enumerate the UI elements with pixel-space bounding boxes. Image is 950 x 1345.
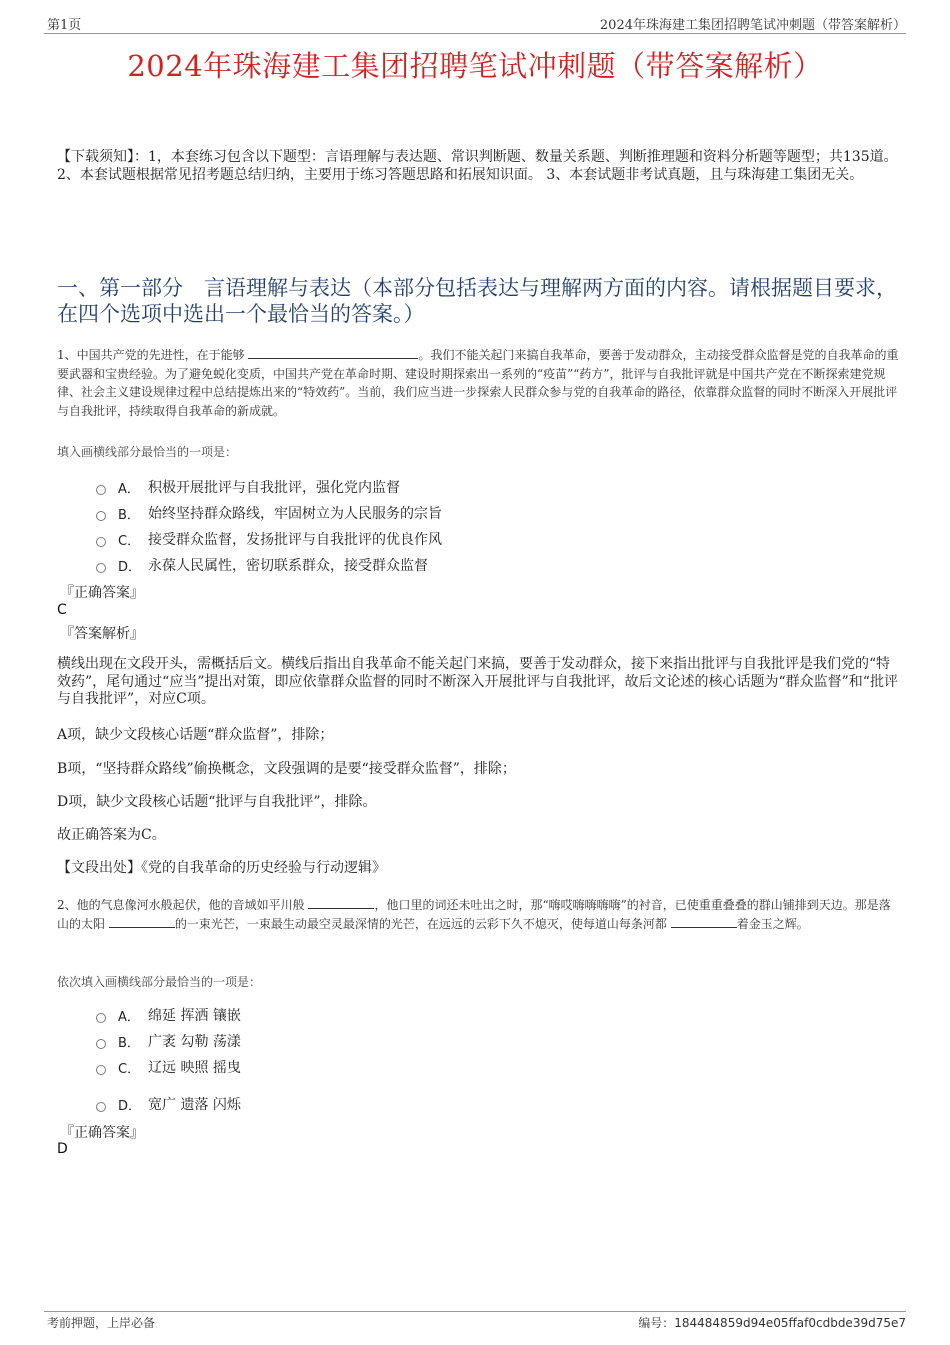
option-text: 永葆人民属性，密切联系群众，接受群众监督 <box>148 558 428 574</box>
question-1-answer: C <box>57 602 67 618</box>
radio-icon[interactable] <box>96 485 106 495</box>
option-text: 绵延 挥洒 镶嵌 <box>148 1008 241 1024</box>
question-1-text-part-b: 。我们不能关起门来搞自我革命，要善于发动群众，主动接受群众监督是党的自我革命的重要武器和宝贵经验。为了避免蜕化变质，中国共产党在革命时期、建设时期探索出一系列的“疫苗”“药方”，批评与自我批评就是中国共产党在不断探索建党规律、社会主义建设规律过程中总结提炼出来的“特效药”。当前，我们应当进一步探索人民群众参与党的自我革命的路径，依靠群众监督的同时不断深入开展批评与自我批评，持续取得自我革命的新成就。 <box>57 348 899 418</box>
question-2-answer-heading: 『正确答案』 <box>60 1125 144 1141</box>
option-letter: A． <box>118 481 140 497</box>
question-2-option-a[interactable] <box>96 1005 241 1025</box>
option-letter: C． <box>118 533 141 549</box>
footer-divider <box>44 1311 906 1312</box>
page-title: 2024年珠海建工集团招聘笔试冲刺题（带答案解析） <box>127 49 823 83</box>
question-1-analysis-b: B项，“坚持群众路线”偷换概念，文段强调的是要“接受群众监督”，排除； <box>57 761 516 777</box>
question-1-analysis-paragraph: 横线出现在文段开头，需概括后文。横线后指出自我革命不能关起门来搞，要善于发动群众，接下来指出批评与自我批评是我们党的“特效药”，尾句通过“应当”提出对策，即应依靠群众监督的同时不断深入开展批评与自我批评，故后文论述的核心话题为“群众监督”和“批评与自我批评”，对应C项。 <box>57 656 898 707</box>
option-text: 积极开展批评与自我批评，强化党内监督 <box>148 480 400 496</box>
option-text: 辽远 映照 摇曳 <box>148 1060 241 1076</box>
option-text: 始终坚持群众路线，牢固树立为人民服务的宗旨 <box>148 506 442 522</box>
radio-icon[interactable] <box>96 1039 106 1049</box>
option-text: 接受群众监督，发扬批评与自我批评的优良作风 <box>148 532 442 548</box>
question-1-blank <box>248 346 418 359</box>
question-1-analysis-heading: 『答案解析』 <box>60 626 144 642</box>
radio-icon[interactable] <box>96 1065 106 1075</box>
radio-icon[interactable] <box>96 563 106 573</box>
question-1-option-c[interactable] <box>96 529 442 549</box>
question-2-text-part-a: 2、他的气息像河水般起伏，他的音域如平川般 <box>57 898 305 912</box>
option-letter: B． <box>118 507 140 523</box>
question-2-blank-3 <box>671 915 737 928</box>
option-letter: C． <box>118 1061 141 1077</box>
question-1-answer-heading: 『正确答案』 <box>60 585 144 601</box>
download-notice: 【下载须知】：1，本套练习包含以下题型：言语理解与表达题、常识判断题、数量关系题、判断推理题和资料分析题等题型；共135道。 2、本套试题根据常见招考题总结归纳，主要用于练习答题思路和拓展知识面。 3、本套试题非考试真题，且与珠海建工集团无关。 <box>57 149 898 183</box>
option-letter: B． <box>118 1035 140 1051</box>
question-2-text <box>57 896 902 933</box>
question-1-conclusion: 故正确答案为C。 <box>57 827 166 843</box>
question-1-text <box>57 346 902 420</box>
question-2-text-part-d: 着金玉之辉。 <box>736 916 809 931</box>
footer-code-label: 编号： <box>638 1316 675 1330</box>
question-2-text-part-c: 的一束光芒，一束最生动最空灵最深情的光芒，在远远的云彩下久不熄灭，使每道山每条河都 <box>174 916 667 931</box>
question-1-source: 【文段出处】《党的自我革命的历史经验与行动逻辑》 <box>57 860 386 876</box>
radio-icon[interactable] <box>96 1013 106 1023</box>
question-2-answer: D <box>57 1141 68 1157</box>
question-1-analysis-d: D项，缺少文段核心话题“批评与自我批评”，排除。 <box>57 794 377 810</box>
question-2-blank-2 <box>109 915 175 928</box>
radio-icon[interactable] <box>96 511 106 521</box>
question-1-text-part-a: 1、中国共产党的先进性，在于能够 <box>57 348 245 362</box>
question-1-prompt: 填入画横线部分最恰当的一项是： <box>57 445 238 459</box>
question-2-option-b[interactable] <box>96 1031 241 1051</box>
question-1-option-d[interactable] <box>96 555 428 575</box>
footer-code <box>638 1314 906 1331</box>
radio-icon[interactable] <box>96 537 106 547</box>
question-1-analysis-a: A项，缺少文段核心话题“群众监督”，排除； <box>57 727 334 743</box>
question-2-option-d[interactable] <box>96 1094 241 1114</box>
section-heading: 一、第一部分 言语理解与表达（本部分包括表达与理解两方面的内容。请根据题目要求，在四个选项中选出一个最恰当的答案。） <box>57 276 897 326</box>
option-text: 宽广 遗落 闪烁 <box>148 1097 241 1113</box>
radio-icon[interactable] <box>96 1102 106 1112</box>
option-letter: D． <box>118 559 142 575</box>
option-text: 广袤 勾勒 荡漾 <box>148 1034 241 1050</box>
question-2-option-c[interactable] <box>96 1057 241 1077</box>
question-2-blank-1 <box>308 896 374 909</box>
footer-code-value: 184484859d94e05ffaf0cdbde39d75e7 <box>674 1316 906 1330</box>
header-doc-title: 2024年珠海建工集团招聘笔试冲刺题（带答案解析） <box>599 18 906 33</box>
question-1-option-b[interactable] <box>96 503 442 523</box>
question-2-prompt: 依次填入画横线部分最恰当的一项是： <box>57 975 262 989</box>
question-2-text-part-b: ，他口里的词还未吐出之时，那“嗨哎嗨嗨嗨嗨”的衬音，已使重重叠叠的群山铺排到天边。那是落山的太阳 <box>57 898 891 931</box>
footer-slogan: 考前押题，上岸必备 <box>47 1316 156 1330</box>
question-1-option-a[interactable] <box>96 477 400 497</box>
header-divider <box>44 33 906 34</box>
option-letter: A． <box>118 1009 140 1025</box>
option-letter: D． <box>118 1098 142 1114</box>
page-number: 第1页 <box>47 18 82 33</box>
